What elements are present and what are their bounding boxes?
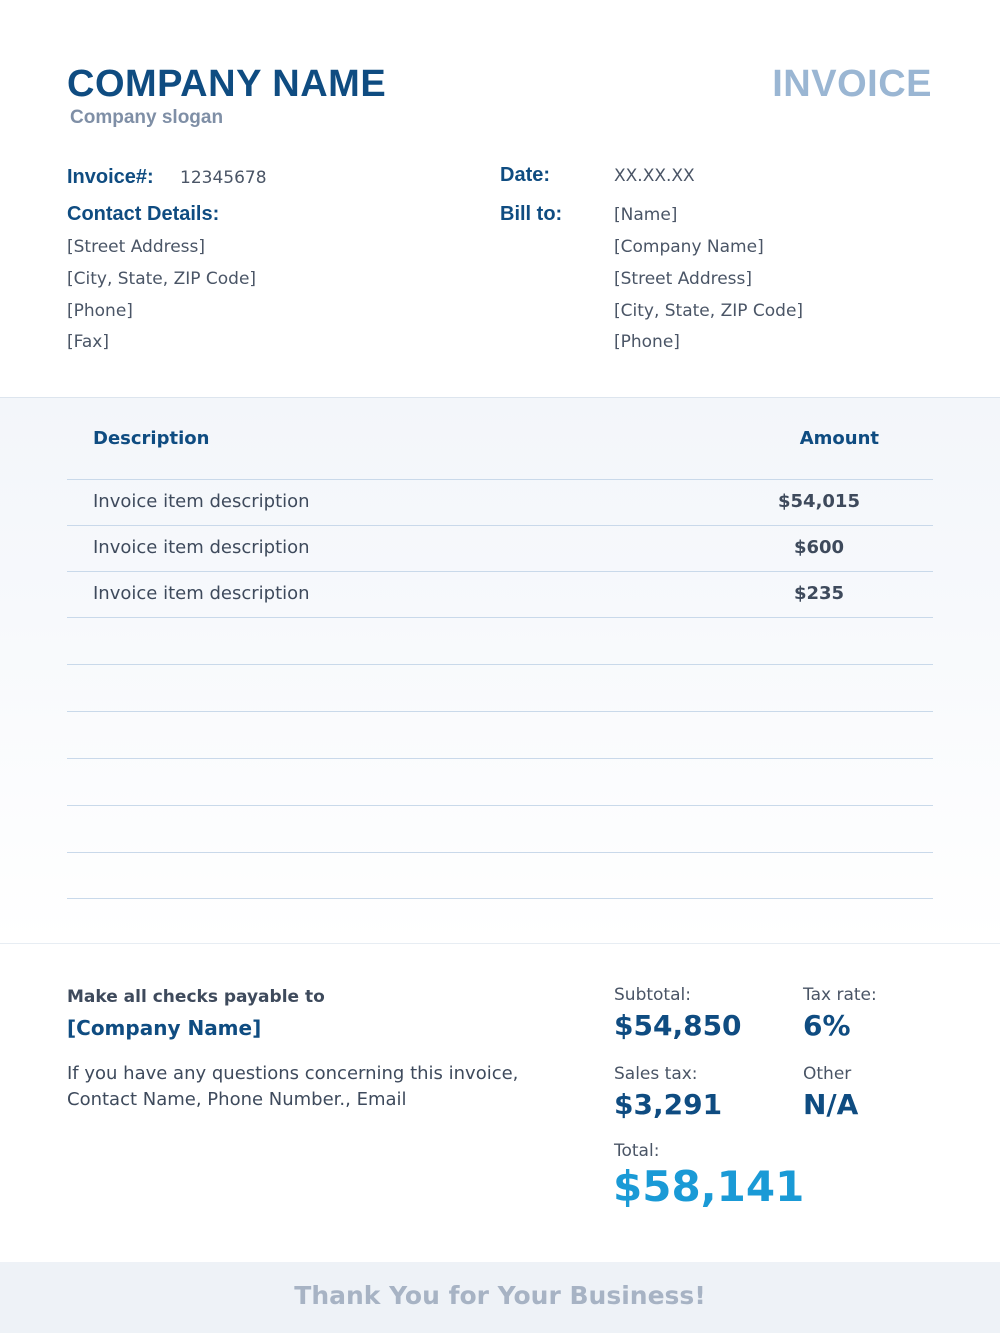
contact-city: [City, State, ZIP Code]	[67, 269, 257, 289]
company-slogan: Company slogan	[70, 107, 224, 128]
total-label: Total:	[614, 1141, 660, 1161]
table-row	[67, 712, 933, 759]
company-name: COMPANY NAME	[67, 63, 387, 105]
table-row	[67, 480, 933, 526]
other-label: Other	[803, 1064, 852, 1084]
items-table	[67, 398, 933, 899]
description-header: Description	[93, 428, 210, 449]
subtotal-label: Subtotal:	[614, 985, 691, 1005]
table-row	[67, 572, 933, 618]
row-amount: $235	[793, 583, 845, 604]
invoice-number-value: 12345678	[180, 168, 267, 188]
table-row	[67, 526, 933, 572]
tax-rate-value: 6%	[803, 1009, 851, 1042]
table-row	[67, 665, 933, 712]
payable-to-label: Make all checks payable to	[67, 987, 325, 1007]
tax-rate-label: Tax rate:	[803, 985, 877, 1005]
thank-you-message: Thank You for Your Business!	[294, 1281, 706, 1310]
contact-details-label: Contact Details:	[67, 203, 220, 225]
sales-tax-label: Sales tax:	[614, 1064, 698, 1084]
date-label: Date:	[500, 164, 551, 186]
table-row	[67, 853, 933, 899]
row-amount: $54,015	[778, 491, 860, 512]
total-value: $58,141	[613, 1162, 805, 1211]
bill-company: [Company Name]	[614, 237, 764, 257]
row-description: Invoice item description	[93, 537, 310, 558]
invoice-header	[67, 62, 932, 142]
bill-to-label: Bill to:	[500, 203, 563, 225]
table-row	[67, 806, 933, 853]
questions-note: If you have any questions concerning this invoice, Contact Name, Phone Number., Email	[67, 1063, 519, 1110]
date-value: XX.XX.XX	[614, 166, 695, 186]
row-description: Invoice item description	[93, 583, 310, 604]
bill-phone: [Phone]	[614, 332, 680, 352]
footer-band	[0, 1262, 1000, 1333]
invoice-number-label: Invoice#:	[67, 166, 154, 188]
amount-header: Amount	[799, 428, 879, 449]
table-header	[67, 398, 933, 480]
table-row	[67, 759, 933, 806]
table-row	[67, 618, 933, 665]
other-value: N/A	[803, 1088, 859, 1121]
subtotal-value: $54,850	[614, 1009, 742, 1042]
items-section	[0, 397, 1000, 944]
bill-name: [Name]	[614, 205, 678, 225]
contact-street: [Street Address]	[67, 237, 206, 257]
contact-fax: [Fax]	[67, 332, 109, 352]
bill-city: [City, State, ZIP Code]	[614, 301, 804, 321]
contact-phone: [Phone]	[67, 301, 133, 321]
payable-company-name: [Company Name]	[67, 1016, 262, 1040]
invoice-title: INVOICE	[772, 63, 932, 105]
row-amount: $600	[793, 537, 845, 558]
row-description: Invoice item description	[93, 491, 310, 512]
bill-street: [Street Address]	[614, 269, 753, 289]
sales-tax-value: $3,291	[614, 1088, 723, 1121]
